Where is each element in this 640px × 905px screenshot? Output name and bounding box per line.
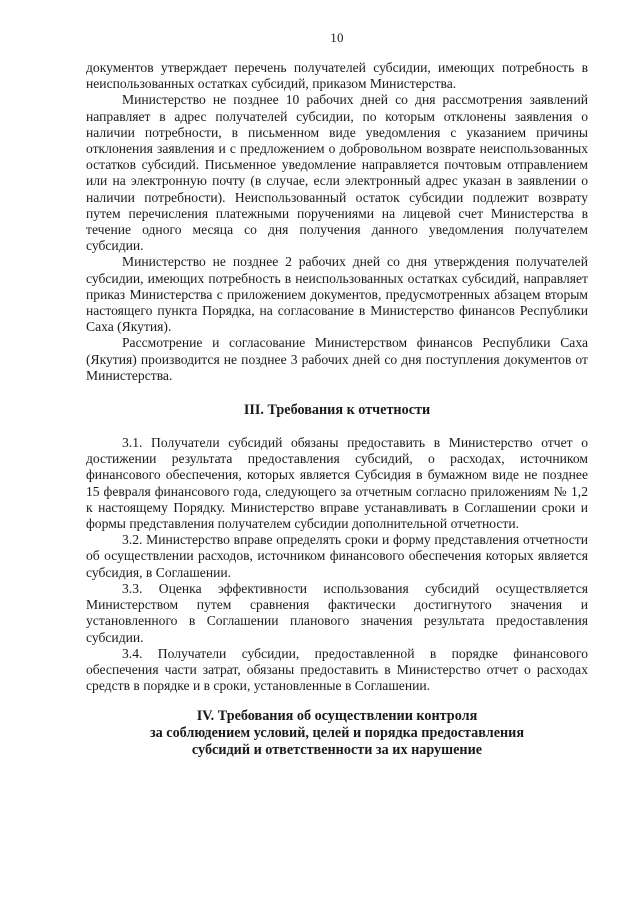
paragraph-notification: Министерство не позднее 10 рабочих дней со дня рассмотрения заявлений направляет в адрес получателей субсидии, по которым отклонены заявления о наличии потребности, в письменном виде уведомления с указанием причины отклонения заявления и с предложением о добровольном возврате неиспользованных остатков субсидий. Письменное уведомление направляется почтовым отправлением или на электронную почту (в случае, если электронный адрес указан в заявлении о наличии потребности). Неиспользованный остаток субсидии подлежит возврату путем перечисления платежными поручениями на лицевой счет Министерства в течение одного месяца со дня получения данного уведомления получателем субсидии. <box>86 92 588 254</box>
paragraph-3-1: 3.1. Получатели субсидий обязаны предоставить в Министерство отчет о достижении результата предоставления субсидий, о расходах, источником финансового обеспечения, которых является Субсидия в бумажном виде не позднее 15 февраля финансового года, следующего за отчетным согласно приложениям № 1,2 к настоящему Порядку. Министерство вправе устанавливать в Соглашении сроки и формы представления получателем субсидии дополнительной отчетности. <box>86 435 588 532</box>
section-3-title: III. Требования к отчетности <box>243 402 431 419</box>
paragraph-3-3: 3.3. Оценка эффективности использования субсидий осуществляется Министерством путем сравнения фактически достигнутого значения и установленного в Соглашении планового значения результата предоставления субсидии. <box>86 580 588 645</box>
paragraph-3-2: 3.2. Министерство вправе определять сроки и форму представления отчетности об осуществлении расходов, источником финансового обеспечения которых является субсидия, в Соглашении. <box>86 532 588 580</box>
paragraph-3-4: 3.4. Получатели субсидии, предоставленной в порядке финансового обеспечения части затрат, обязаны предоставить в Министерство отчет о расходах средств в порядке и в сроки, установленные в Соглашении. <box>86 645 588 694</box>
section-4-title-line-1: IV. Требования об осуществлении контроля <box>196 708 478 725</box>
paragraph-continuation: документов утверждает перечень получателей субсидии, имеющих потребность в неиспользованных остатках субсидий, приказом Министерства. <box>86 60 588 92</box>
page-number: 10 <box>330 30 344 45</box>
paragraph-review: Рассмотрение и согласование Министерством финансов Республики Саха (Якутия) производится не позднее 3 рабочих дней со дня поступления документов от Министерства. <box>86 335 588 383</box>
document-page <box>86 30 588 890</box>
paragraph-approval: Министерство не позднее 2 рабочих дней со дня утверждения получателей субсидии, имеющих потребность в неиспользованных остатках субсидий, направляет приказ Министерства с приложением документов, предусмотренных абзацем вторым настоящего пункта Порядка, на согласование в Министерство финансов Республики Саха (Якутия). <box>86 254 588 335</box>
section-4-title-line-3: субсидий и ответственности за их нарушение <box>191 742 483 759</box>
section-4-title-line-2: за соблюдением условий, целей и порядка предоставления <box>149 725 525 742</box>
section-4-title <box>86 708 588 759</box>
